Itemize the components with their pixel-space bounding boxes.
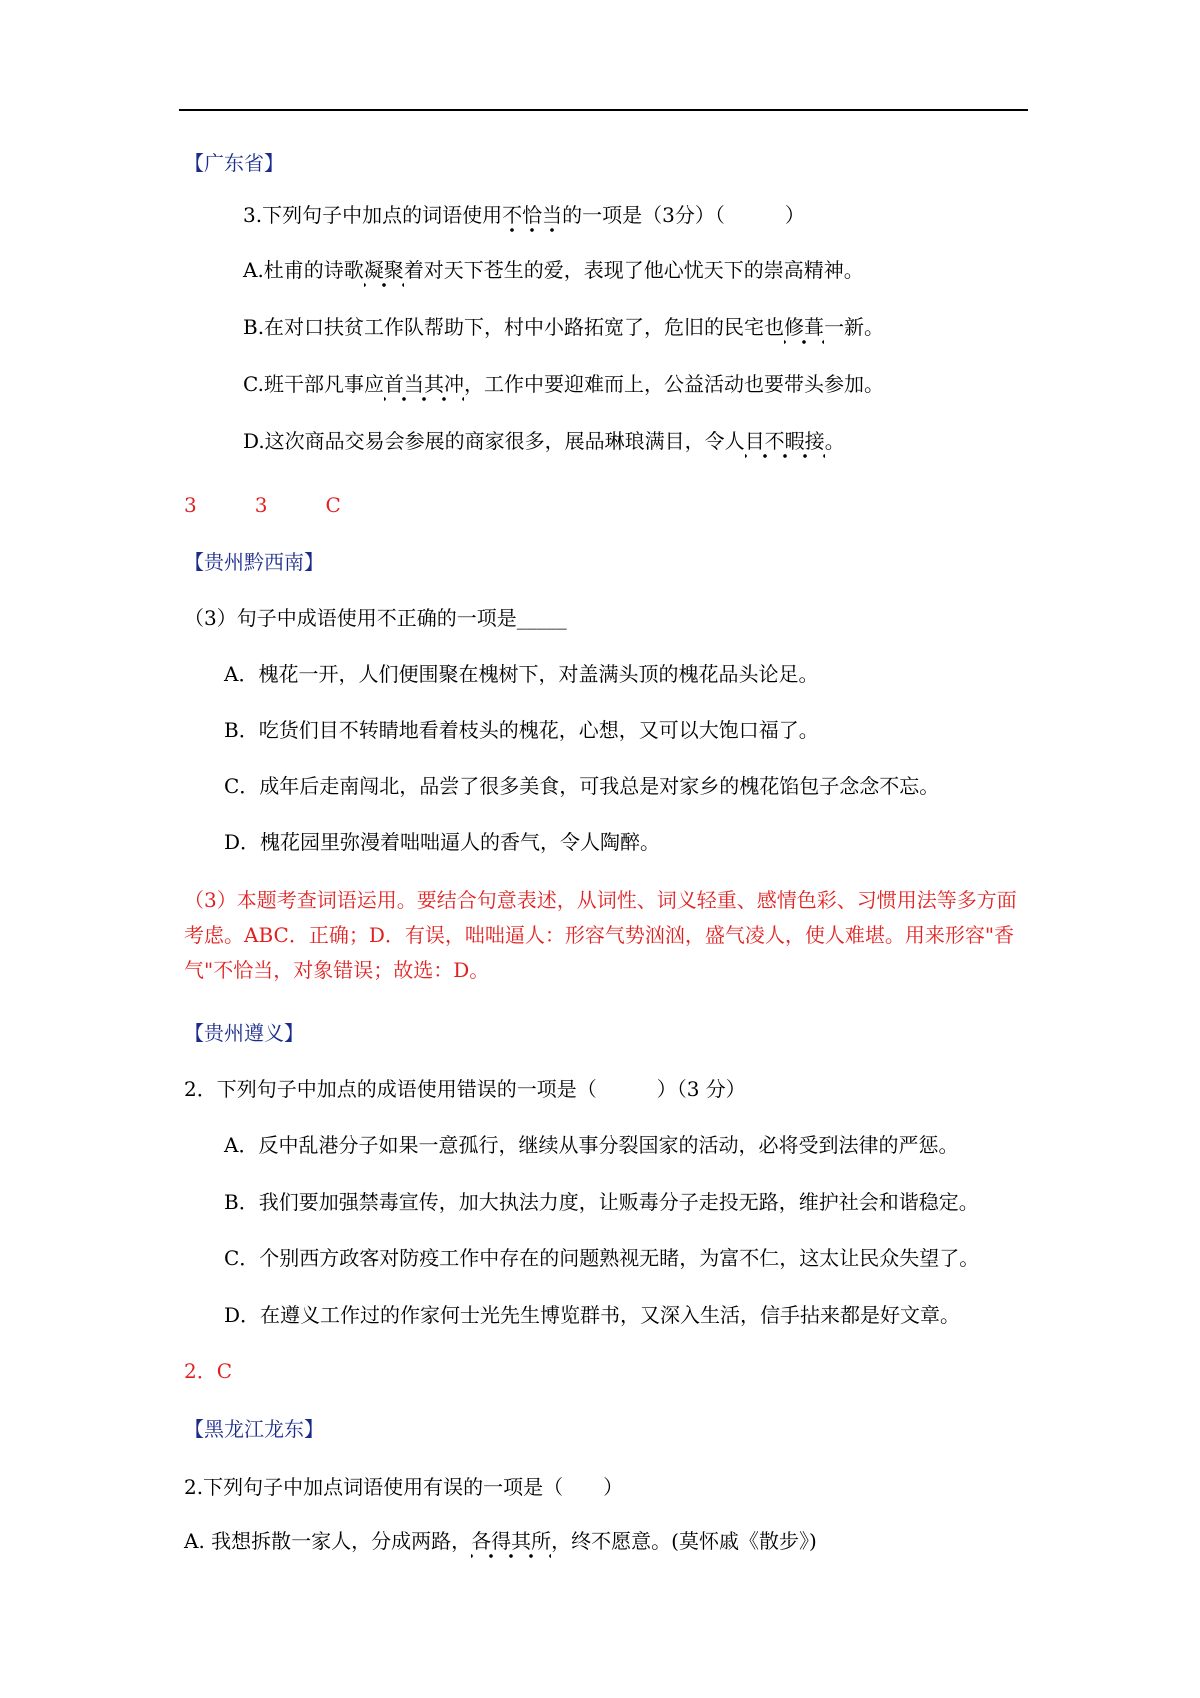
option-d-qianxinan: D．槐花园里弥漫着咄咄逼人的香气，令人陶醉。 [224, 830, 661, 854]
region-heading-qianxinan: 【贵州黔西南】 [184, 550, 324, 574]
explanation-qianxinan: （3）本题考查词语运用。要结合句意表述，从词性、词义轻重、感情色彩、习惯用法等多方面考虑。ABC．正确；D．有误，咄咄逼人：形容气势汹汹，盛气凌人，使人难堪。用来形容"香气"不恰当，对象错误；故选：D。 [184, 888, 1017, 982]
option-b-zunyi: B．我们要加强禁毒宣传，加大执法力度，让贩毒分子走投无路，维护社会和谐稳定。 [224, 1190, 979, 1214]
option-d-zunyi: D．在遵义工作过的作家何士光先生博览群书，又深入生活，信手拈来都是好文章。 [224, 1303, 961, 1327]
option-b-guangdong: B.在对口扶贫工作队帮助下，村中小路拓宽了，危旧的民宅也修葺一新。 [243, 313, 884, 341]
option-a-longdong: A. 我想拆散一家人，分成两路，各得其所，终不愿意。(莫怀戚《散步》) [184, 1527, 817, 1555]
option-c-zunyi: C．个别西方政客对防疫工作中存在的问题熟视无睹，为富不仁，这太让民众失望了。 [224, 1246, 980, 1270]
emphasized-term: 首当其冲 [384, 372, 464, 402]
emphasized-term: 修葺 [784, 315, 824, 345]
emphasized-term: 各得其所 [471, 1529, 551, 1559]
option-c-guangdong: C.班干部凡事应首当其冲，工作中要迎难而上，公益活动也要带头参加。 [243, 370, 884, 398]
answer-guangdong: 3 3 C [184, 493, 341, 517]
region-heading-guangdong: 【广东省】 [184, 151, 284, 175]
option-a-zunyi: A．反中乱港分子如果一意孤行，继续从事分裂国家的活动，必将受到法律的严惩。 [224, 1133, 959, 1157]
region-heading-longdong: 【黑龙江龙东】 [184, 1417, 324, 1441]
question-longdong: 2.下列句子中加点词语使用有误的一项是（ ） [184, 1475, 624, 1499]
emphasized-term: 不恰当 [502, 203, 562, 233]
option-c-qianxinan: C．成年后走南闯北，品尝了很多美食，可我总是对家乡的槐花馅包子念念不忘。 [224, 774, 940, 798]
option-d-guangdong: D.这次商品交易会参展的商家很多，展品琳琅满目，令人目不暇接。 [243, 427, 845, 455]
option-b-qianxinan: B．吃货们目不转睛地看着枝头的槐花，心想，又可以大饱口福了。 [224, 718, 819, 742]
emphasized-term: 凝聚 [364, 258, 404, 288]
option-a-guangdong: A.杜甫的诗歌凝聚着对天下苍生的爱，表现了他心忧天下的崇高精神。 [243, 256, 864, 284]
header-rule [179, 109, 1028, 111]
emphasized-term: 目不暇接 [745, 429, 825, 459]
answer-zunyi: 2．C [184, 1359, 233, 1383]
question-guangdong: 3.下列句子中加点的词语使用不恰当的一项是（3分）（ ） [243, 201, 805, 229]
option-a-qianxinan: A．槐花一开，人们便围聚在槐树下，对盖满头顶的槐花品头论足。 [224, 662, 819, 686]
region-heading-zunyi: 【贵州遵义】 [184, 1021, 304, 1045]
question-zunyi: 2．下列句子中加点的成语使用错误的一项是（ ）（3 分） [184, 1077, 746, 1101]
question-qianxinan: （3）句子中成语使用不正确的一项是_____ [184, 606, 567, 630]
